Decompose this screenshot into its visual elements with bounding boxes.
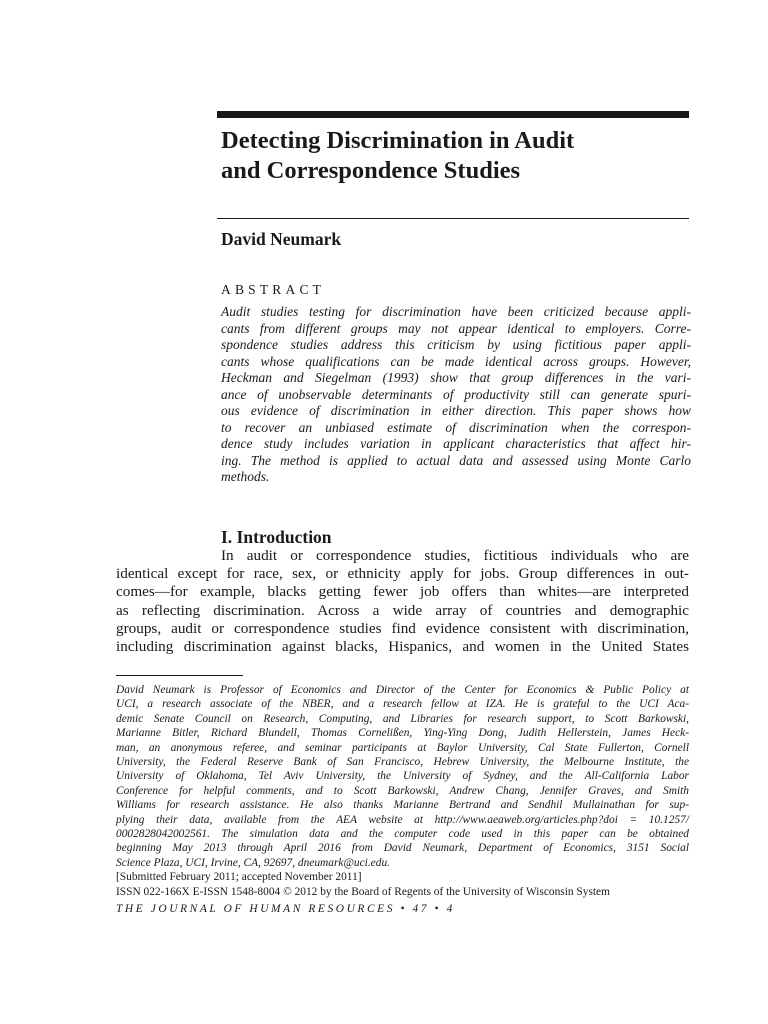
footnote-line: demic Senate Council on Research, Computing, and Libraries for research support, to Scott Barkowski, <box>116 712 689 725</box>
footnote-rule <box>116 675 243 676</box>
footnote-line: University of Oklahoma, Tel Aviv University, the University of Sydney, and the All-California Labor <box>116 770 689 783</box>
abstract-text <box>221 304 691 486</box>
footnote-line: beginning May 2013 through April 2016 from David Neumark, Department of Economics, 3151 Social <box>116 842 689 855</box>
body-paragraph <box>116 547 689 656</box>
abstract-line: spondence studies address this criticism by using fictitious paper appli- <box>221 337 691 352</box>
body-line: as reflecting discrimination. Across a wide array of countries and demographic <box>116 601 689 619</box>
author-footnote <box>116 683 689 899</box>
abstract-line: methods. <box>221 469 270 484</box>
submission-dates: [Submitted February 2011; accepted November 2011] <box>116 871 362 884</box>
footnote-line: 0002828042002561. The simulation data and the computer code used in this paper can be obtained <box>116 828 689 841</box>
footnote-line: Conference for helpful comments, and to Scott Barkowski, Andrew Chang, Jennifer Graves, and Smith <box>116 784 689 797</box>
footnote-line: UCI, a research associate of the NBER, and a research fellow at IZA. He is grateful to the UCI Aca- <box>116 698 689 711</box>
footnote-line: Science Plaza, UCI, Irvine, CA, 92697, dneumark@uci.edu. <box>116 856 390 869</box>
footnote-line: man, an anonymous referee, and seminar participants at Baylor University, Cal State Fullerton, Cornell <box>116 741 689 754</box>
issn-copyright: ISSN 022-166X E-ISSN 1548-8004 © 2012 by the Board of Regents of the University of Wisconsin System <box>116 885 610 898</box>
article-title-line-2: and Correspondence Studies <box>221 157 521 184</box>
abstract-line: dence study includes variation in applicant characteristics that affect hir- <box>221 436 691 451</box>
abstract-line: cants from different groups may not appear identical to employers. Corre- <box>221 320 691 336</box>
body-line: In audit or correspondence studies, fictitious individuals who are <box>221 547 689 564</box>
abstract-line: cants whose qualifications can be made identical across groups. However, <box>221 353 691 369</box>
footnote-line: plying their data, available from the AEA website at http://www.aeaweb.org/articles.php?doi = 10.1257/ <box>116 813 689 826</box>
body-line: groups, audit or correspondence studies find evidence consistent with discrimination, <box>116 619 689 637</box>
footnote-line: Marianne Bitler, Richard Blundell, Thomas Cornelißen, Ying-Ying Dong, Judith Hellerstein, James Heck- <box>116 727 689 740</box>
footnote-line: University, the Federal Reserve Bank of San Francisco, Hebrew University, the Melbourne Institute, the <box>116 756 689 769</box>
journal-footer: THE JOURNAL OF HUMAN RESOURCES • 47 • 4 <box>116 903 455 915</box>
author-name: David Neumark <box>221 229 342 249</box>
abstract-line: to recover an unbiased estimate of discrimination when the correspon- <box>221 419 691 435</box>
body-line: including discrimination against blacks, Hispanics, and women in the United States <box>116 638 689 656</box>
body-line: identical except for race, sex, or ethnicity apply for jobs. Group differences in out- <box>116 565 689 583</box>
title-bottom-rule <box>217 218 689 219</box>
abstract-line: ance of unobservable determinants of productivity still can generate spuri- <box>221 386 691 402</box>
abstract-line: ing. The method is applied to actual data and assessed using Monte Carlo <box>221 452 691 468</box>
abstract-line: Audit studies testing for discrimination have been criticized because appli- <box>221 304 691 319</box>
abstract-line: Heckman and Siegelman (1993) show that group differences in the vari- <box>221 370 691 385</box>
section-heading: I. Introduction <box>221 526 332 547</box>
article-title-line-1: Detecting Discrimination in Audit <box>221 127 575 154</box>
abstract-heading: ABSTRACT <box>221 282 326 297</box>
article-title <box>221 126 691 186</box>
footnote-line: Williams for research assistance. He also thanks Marianne Bertrand and Sendhil Mullainathan for sup- <box>116 799 689 812</box>
title-top-rule <box>217 111 689 118</box>
abstract-line: ous evidence of discrimination in either direction. This paper shows how <box>221 403 691 418</box>
body-line: comes—for example, blacks getting fewer job offers than whites—are interpreted <box>116 583 689 601</box>
footnote-line: David Neumark is Professor of Economics and Director of the Center for Economics & Public Policy at <box>116 684 689 696</box>
